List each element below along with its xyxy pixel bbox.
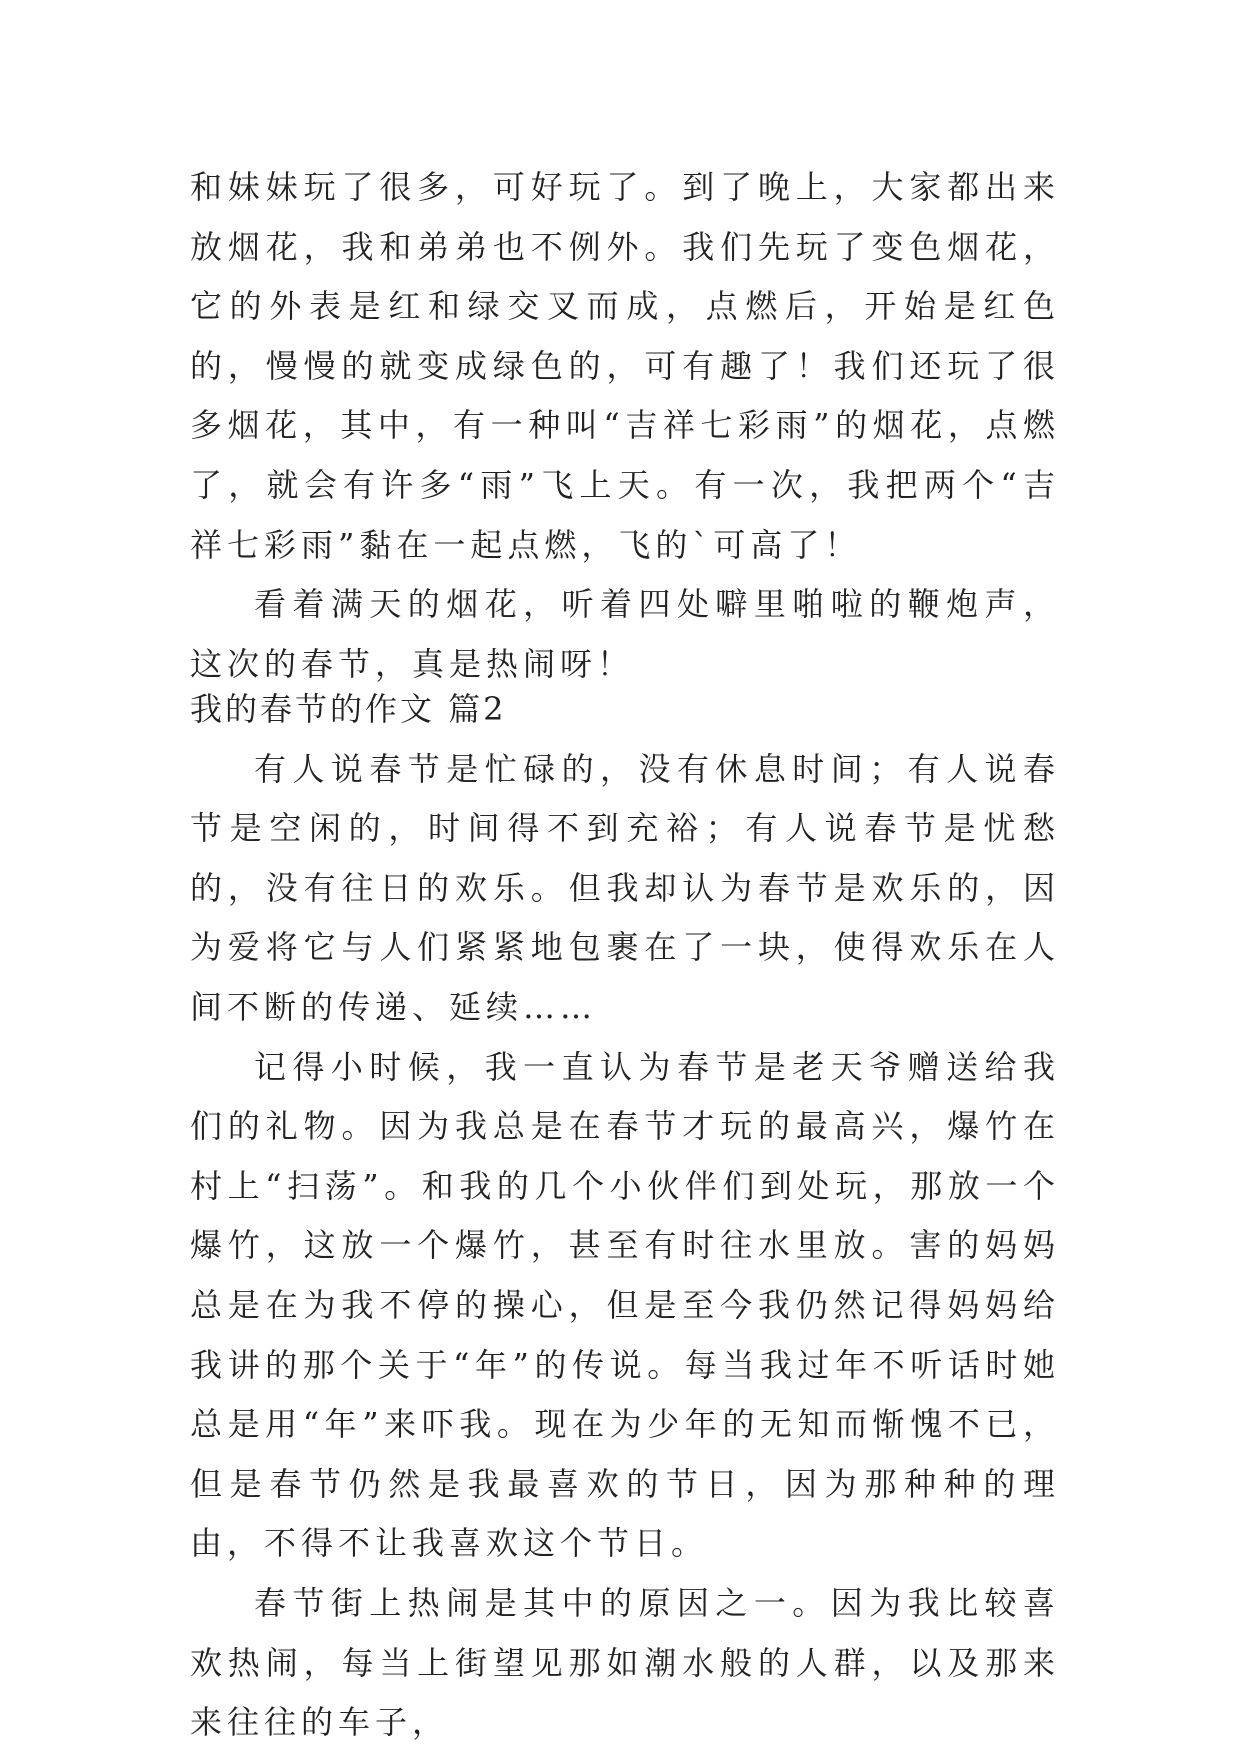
section-1 [190,158,1060,694]
section-2 [190,680,1060,1753]
paragraph: 记得小时候，我一直认为春节是老天爷赠送给我们的礼物。因为我总是在春节才玩的最高兴，爆竹在村上“扫荡”。和我的几个小伙伴们到处玩，那放一个爆竹，这放一个爆竹，甚至有时往水里放。害的妈妈总是在为我不停的操心，但是至今我仍然记得妈妈给我讲的那个关于“年”的传说。每当我过年不听话时她总是用“年”来吓我。现在为少年的无知而惭愧不已，但是春节仍然是我最喜欢的节日，因为那种种的理由，不得不让我喜欢这个节日。 [190,1047,1060,1563]
paragraph: 看着满天的烟花，听着四处噼里啪啦的鞭炮声，这次的春节，真是热闹呀！ [190,585,1060,683]
section-heading: 我的春节的作文 篇2 [190,690,507,728]
paragraph: 有人说春节是忙碌的，没有休息时间；有人说春节是空闲的，时间得不到充裕；有人说春节是忧愁的，没有往日的欢乐。但我却认为春节是欢乐的，因为爱将它与人们紧紧地包裹在了一块，使得欢乐在人间不断的传递、延续…… [190,749,1060,1026]
paragraph: 和妹妹玩了很多，可好玩了。到了晚上，大家都出来放烟花，我和弟弟也不例外。我们先玩了变色烟花，它的外表是红和绿交叉而成，点燃后，开始是红色的，慢慢的就变成绿色的，可有趣了！我们还玩了很多烟花，其中，有一种叫“吉祥七彩雨”的烟花，点燃了，就会有许多“雨”飞上天。有一次，我把两个“吉祥七彩雨”黏在一起点燃，飞的`可高了！ [190,168,1060,564]
paragraph: 春节街上热闹是其中的原因之一。因为我比较喜欢热闹，每当上街望见那如潮水般的人群，以及那来来往往的车子， [190,1583,1060,1742]
